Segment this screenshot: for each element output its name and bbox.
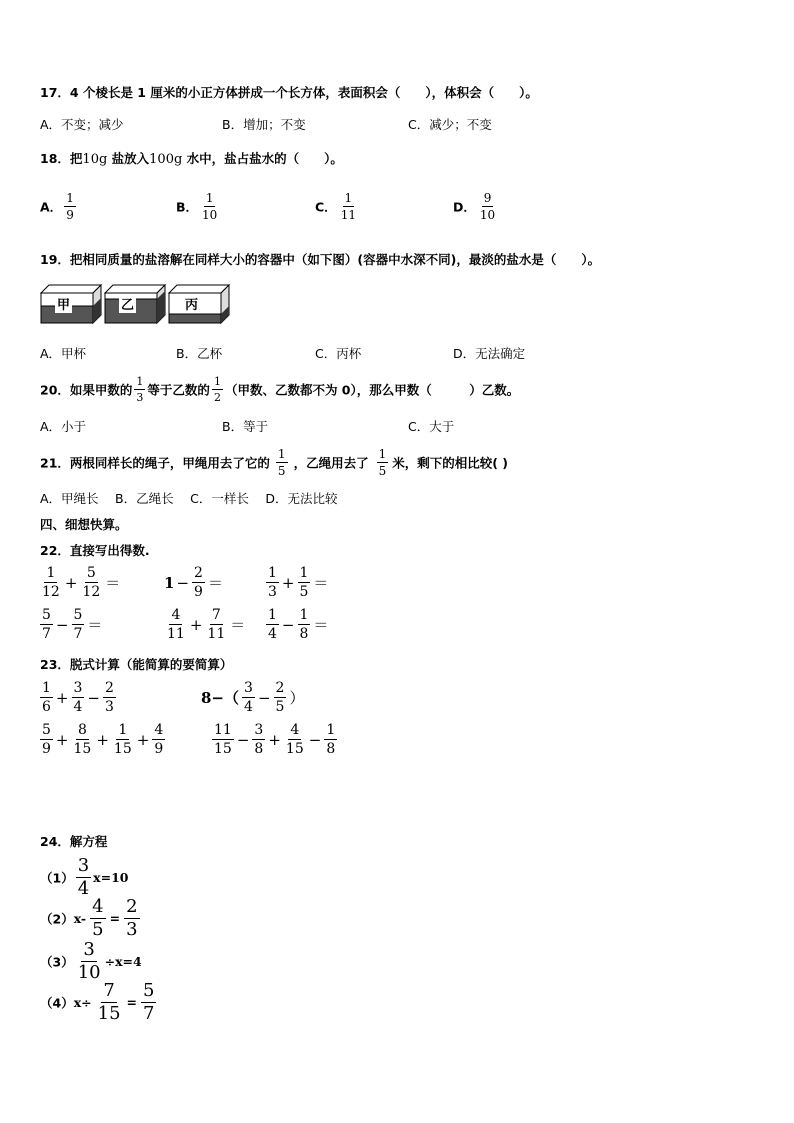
q20-option-c[interactable]: C．大于: [408, 419, 455, 434]
q23-expr-3: $\frac{5}{9}$ + $\frac{8}{15}$ + $\frac{1}{15}$ + $\frac{4}{9}$: [42, 722, 164, 757]
fraction: $\frac{1}{5}$: [378, 447, 387, 478]
q17-stem: 17．4 个棱长是 1 厘米的小正方体拼成一个长方体，表面积会（ ），体积会（ ）。: [40, 85, 538, 100]
fraction: $\frac{1}{11}$: [340, 191, 356, 222]
q23-expr-2: 8−（ $\frac{3}{4}$ − $\frac{2}{5}$ ）: [201, 680, 305, 715]
q18-stem: 18．把10g 盐放入100g 水中，盐占盐水的（ ）。: [40, 151, 343, 167]
q24-eq-2: （2）x- $\frac{4}{5}$ = $\frac{2}{3}$: [40, 896, 138, 940]
q24-title: 24．解方程: [40, 834, 108, 849]
q24-eq-4: （4）x÷ $\frac{7}{15}$ = $\frac{5}{7}$: [40, 980, 155, 1024]
q22-item-6: $\frac{1}{4}$ − $\frac{1}{8}$ ＝: [268, 607, 329, 642]
cup-jia: [40, 284, 102, 327]
q24-eq-1: （1） $\frac{3}{4}$ x=10: [40, 855, 129, 899]
cup-yi: [104, 284, 166, 327]
q21-option-b[interactable]: B．乙绳长: [115, 491, 174, 506]
q21-option-d[interactable]: D．无法比较: [265, 491, 338, 506]
cup-label: 乙: [119, 294, 136, 313]
fraction: $\frac{9}{10}$: [479, 191, 496, 222]
fraction: $\frac{1}{2}$: [213, 375, 221, 404]
q21-options: [40, 489, 337, 507]
cup-bing: [168, 284, 230, 327]
q22-item-3: $\frac{1}{3}$ + $\frac{1}{5}$ ＝: [268, 565, 329, 600]
q19-option-d[interactable]: D．无法确定: [453, 346, 526, 361]
q19-option-a[interactable]: A．甲杯: [40, 346, 87, 361]
q17-option-b[interactable]: B．增加；不变: [222, 117, 306, 132]
q22-item-5: $\frac{4}{11}$ + $\frac{7}{11}$ ＝: [167, 607, 246, 642]
q20-stem: 20．如果甲数的 $\frac{1}{3}$ 等于乙数的 $\frac{1}{2}$ （甲数、乙数都不为 0），那么甲数（ ）乙数。: [40, 375, 520, 404]
q23-expr-4: $\frac{11}{15}$ − $\frac{3}{8}$ + $\frac{4}{15}$ − $\frac{1}{8}$: [214, 722, 336, 757]
q23-title: 23．脱式计算（能简算的要简算）: [40, 657, 233, 672]
fraction: $\frac{1}{5}$: [277, 447, 286, 478]
q18-option-d[interactable]: D． $\frac{9}{10}$: [453, 191, 496, 222]
q19-option-c[interactable]: C．丙杯: [315, 346, 362, 361]
q20-option-a[interactable]: A．小于: [40, 419, 87, 434]
cup-label: 丙: [183, 294, 200, 313]
section-heading: 四、细想快算。: [40, 517, 128, 532]
q21-stem: 21．两根同样长的绳子，甲绳用去了它的 $\frac{1}{5}$ ，乙绳用去了 $\frac{1}{5}$ 米，剩下的相比较( ): [40, 447, 508, 478]
fraction: $\frac{1}{9}$: [66, 191, 74, 222]
fraction: $\frac{1}{3}$: [136, 375, 144, 404]
q17-option-c[interactable]: C．减少；不变: [408, 117, 492, 132]
q21-option-a[interactable]: A．甲绳长: [40, 491, 99, 506]
q18-option-b[interactable]: B． $\frac{1}{10}$: [176, 191, 218, 222]
q18-option-c[interactable]: C． $\frac{1}{11}$: [315, 191, 356, 222]
q19-cups-figure: [40, 284, 240, 332]
q19-option-b[interactable]: B．乙杯: [176, 346, 223, 361]
q24-eq-3: （3） $\frac{3}{10}$ ÷x=4: [40, 939, 142, 983]
q22-item-2: 1 − $\frac{2}{9}$ ＝: [164, 565, 223, 600]
q23-expr-1: $\frac{1}{6}$ + $\frac{3}{4}$ − $\frac{2}{3}$: [42, 680, 114, 715]
fraction: $\frac{1}{10}$: [202, 191, 218, 222]
q22-item-1: $\frac{1}{12}$ + $\frac{5}{12}$ ＝: [42, 565, 121, 600]
q20-option-b[interactable]: B．等于: [222, 419, 269, 434]
cup-label: 甲: [55, 294, 72, 313]
q18-option-a[interactable]: A． $\frac{1}{9}$: [40, 191, 74, 222]
q21-option-c[interactable]: C．一样长: [190, 491, 249, 506]
q19-stem: 19．把相同质量的盐溶解在同样大小的容器中（如下图）(容器中水深不同)，最淡的盐水是（ ）。: [40, 252, 601, 267]
q22-title: 22．直接写出得数.: [40, 543, 150, 558]
q22-item-4: $\frac{5}{7}$ − $\frac{5}{7}$ ＝: [42, 607, 103, 642]
q17-option-a[interactable]: A．不变；减少: [40, 117, 124, 132]
